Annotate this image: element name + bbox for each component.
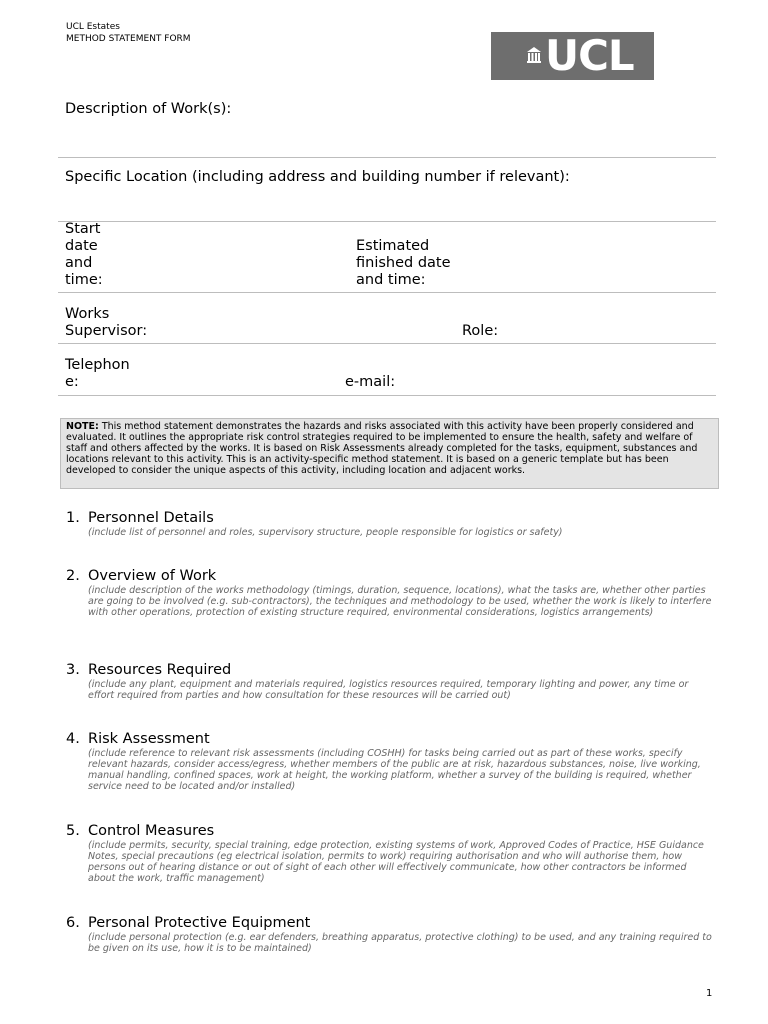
org-name: UCL Estates [66, 22, 120, 32]
note-prefix: NOTE: [66, 421, 99, 432]
divider [58, 221, 716, 222]
section-number: 4. [66, 731, 80, 747]
form-title: METHOD STATEMENT FORM [66, 34, 191, 44]
section-overview-of-work [66, 568, 716, 618]
section-title: Personal Protective Equipment [88, 915, 311, 931]
section-number: 2. [66, 568, 80, 584]
role-label: Role: [462, 323, 499, 339]
start-date-label: Start date and time: [65, 221, 103, 288]
section-description: (include description of the works methodology (timings, duration, sequence, locations), what the tasks are, whether other parties are going to be involved (e.g. sub-contractors), the techniques and methodology to be used, whether the work is likely to interfere with other operations, protection of existing structure required, environmental considerations, logistics arrangements) [88, 585, 712, 618]
section-title: Control Measures [88, 823, 215, 839]
supervisor-label: Works Supervisor: [65, 306, 148, 339]
section-number: 1. [66, 510, 80, 526]
section-description: (include list of personnel and roles, supervisory structure, people responsible for logistics or safety) [88, 527, 563, 538]
location-label: Specific Location (including address and building number if relevant): [65, 169, 570, 185]
document-header [66, 21, 191, 45]
section-description: (include any plant, equipment and materials required, logistics resources required, temporary lighting and power, any time or effort required from parties and how consultation for these resources will be carried out) [88, 679, 689, 701]
logo-text: UCL [545, 31, 634, 80]
divider [58, 292, 716, 293]
section-title: Overview of Work [88, 568, 217, 584]
divider [58, 343, 716, 344]
section-number: 3. [66, 662, 80, 678]
note-box [60, 418, 719, 489]
section-description: (include reference to relevant risk assessments (including COSHH) for tasks being carried out as part of these works, specify relevant hazards, consider access/egress, whether members of the public are at risk, hazardous substances, noise, live working, manual handling, confined spaces, work at height, the working platform, whether a survey of the building is required, whether service need to be located and/or installed) [88, 748, 701, 792]
finish-date-label: Estimated finished date and time: [356, 238, 451, 288]
divider [58, 157, 716, 158]
ucl-logo [491, 32, 654, 80]
page-number: 1 [706, 988, 713, 999]
note-text: This method statement demonstrates the hazards and risks associated with this activity have been properly considered and evaluated. It outlines the appropriate risk control strategies required to be implemented to ensure the health, safety and welfare of staff and others affected by the works. It is based on Risk Assessments already completed for the tasks, equipment, substances and locations relevant to this activity. This is an activity-specific method statement. It is based on a generic template but has been developed to consider the unique aspects of this activity, including location and adjacent works. [66, 421, 698, 476]
section-personnel-details [66, 510, 716, 538]
telephone-label: Telephon e: [65, 357, 130, 390]
section-resources-required [66, 662, 716, 701]
section-title: Personnel Details [88, 510, 214, 526]
description-label: Description of Work(s): [65, 101, 232, 117]
portico-icon [527, 47, 541, 63]
divider [58, 395, 716, 396]
section-description: (include personal protection (e.g. ear defenders, breathing apparatus, protective clothing) to be used, and any training required to be given on its use, how it is to be maintained) [88, 932, 712, 954]
section-title: Risk Assessment [88, 731, 210, 747]
email-label: e-mail: [345, 374, 396, 390]
section-number: 5. [66, 823, 80, 839]
section-title: Resources Required [88, 662, 232, 678]
section-description: (include permits, security, special training, edge protection, existing systems of work, Approved Codes of Practice, HSE Guidance Notes, special precautions (eg electrical isolation, permits to work) requiring authorisation and who will authorise them, how persons out of hearing distance or out of sight of each other will effectively communicate, how other contractors be informed about the work, traffic management) [88, 840, 704, 884]
section-risk-assessment [66, 731, 716, 792]
section-control-measures [66, 823, 716, 884]
section-personal-protective-equipment [66, 915, 716, 954]
section-number: 6. [66, 915, 80, 931]
